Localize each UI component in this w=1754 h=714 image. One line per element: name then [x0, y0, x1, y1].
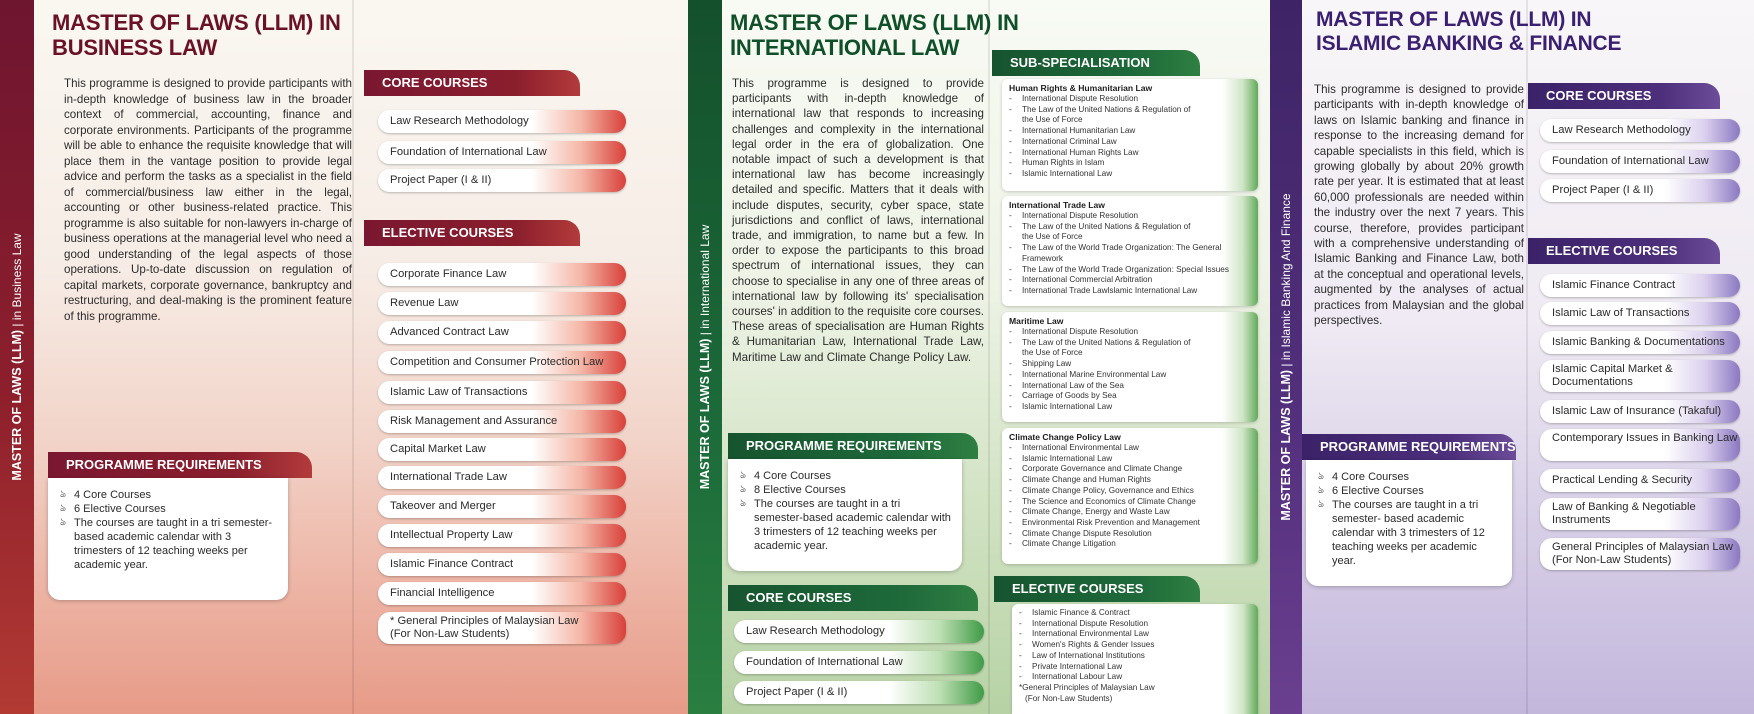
business-requirements-card: [48, 478, 288, 600]
islamic-elective-item: Islamic Law of Transactions: [1540, 302, 1740, 325]
international-law-panel: [722, 0, 1270, 714]
international-core-item: Foundation of International Law: [734, 651, 984, 674]
islamic-core-item: Law Research Methodology: [1540, 119, 1740, 142]
requirement-item: ঌ 6 Elective Courses: [60, 503, 166, 515]
business-core-item: Law Research Methodology: [378, 110, 626, 133]
sub-item: - Climate Change, Energy and Waste Law: [1009, 507, 1170, 517]
sub-item: - Shipping Law: [1009, 359, 1072, 369]
sub-item: - The Law of the United Nations & Regulation of: [1009, 104, 1191, 114]
elective-note: *General Principles of Malaysian Law: [1019, 682, 1155, 692]
elective-item: - Islamic Finance & Contract: [1019, 608, 1130, 617]
islamic-elective-item: Contemporary Issues in Banking Law: [1540, 429, 1740, 461]
sub-item: - International Human Rights Law: [1009, 147, 1139, 157]
islamic-elective-item: Practical Lending & Security: [1540, 469, 1740, 492]
sub-specialisation-human-rights: Human Rights & Humanitarian Law - International Dispute Resolution - The Law of the United Nations & Regulation of the Use of Force - International Humanitarian Law - International Criminal Law - International Human Rights Law - Human Rights in Islam - Islamic International Law: [1002, 79, 1258, 191]
requirement-item: ঌ 6 Elective Courses: [1318, 485, 1424, 497]
elective-item: - Women's Rights & Gender Issues: [1019, 640, 1155, 650]
international-core-item: Project Paper (I & II): [734, 681, 984, 704]
sub-item: - Carriage of Goods by Sea: [1009, 391, 1117, 401]
elective-item: - Law of International Institutions: [1019, 650, 1145, 660]
sub-item: - The Law of the World Trade Organization: Special Issues: [1009, 264, 1229, 274]
international-description: This programme is designed to provide participants with in-depth knowledge of international law that responds to increasing challenges and complexity in the international legal order in the era of globalization. One notable impact of such a development is that international law has become increasingly detailed and specific. Matters that it deals with include disputes, security, cyber space, state jurisdictions and conflict of laws, international trade, and immigration, to name but a few. In order to expose the participants to this broad spectrum of international issues, they can choose to specialise in any one of three areas of international law by following its' specialisation courses' in addition to the requisite core courses. These areas of specialisation are Human Rights & Humanitarian Law, International Trade Law, Maritime Law and Climate Change Policy Law.: [732, 77, 984, 364]
international-elective-heading: ELECTIVE COURSES: [994, 576, 1200, 602]
international-core-heading: CORE COURSES: [728, 585, 978, 611]
sub-item: - The Law of the United Nations & Regulation of: [1009, 221, 1191, 231]
fold-line: [988, 0, 990, 714]
islamic-elective-item: General Principles of Malaysian Law (For Non-Law Students): [1540, 538, 1740, 570]
sub-specialisation-heading: SUB-SPECIALISATION: [992, 50, 1200, 76]
sub-item: - The Law of the United Nations & Regulation of: [1009, 337, 1191, 347]
sub-item: - International Humanitarian Law: [1009, 126, 1136, 136]
business-elective-item: Islamic Law of Transactions: [378, 381, 626, 404]
islamic-elective-heading: ELECTIVE COURSES: [1528, 238, 1720, 264]
elective-note: (For Non-Law Students): [1025, 693, 1113, 703]
requirement-item: ঌ The courses are taught in a tri semester-based academic calendar with 3 trimesters of 12 teaching weeks per academic year.: [60, 517, 273, 571]
business-requirements-heading: PROGRAMME REQUIREMENTS: [48, 452, 312, 478]
sub-item: - Islamic International Law: [1009, 401, 1113, 411]
islamic-elective-item: Islamic Finance Contract: [1540, 274, 1740, 297]
sub-item: - The Law of the World Trade Organization: The General: [1009, 243, 1222, 253]
business-elective-item: * General Principles of Malaysian Law (For Non-Law Students): [378, 612, 626, 644]
islamic-core-item: Project Paper (I & II): [1540, 179, 1740, 202]
sub-item: - Corporate Governance and Climate Change: [1009, 464, 1183, 474]
business-title: MASTER OF LAWS (LLM) IN BUSINESS LAW: [52, 10, 341, 61]
business-elective-item: Advanced Contract Law: [378, 321, 626, 344]
fold-line: [352, 0, 354, 714]
sub-item: - Climate Change and Human Rights: [1009, 475, 1151, 485]
sub-item: Framework: [1022, 253, 1063, 263]
islamic-requirements-heading: PROGRAMME REQUIREMENTS: [1302, 434, 1516, 460]
elective-item: - International Environmental Law: [1019, 629, 1149, 639]
sub-specialisation-maritime-law: Maritime Law - International Dispute Resolution - The Law of the United Nations & Regulation of the Use of Force - Shipping Law - International Marine Environmental Law - International Law of the Sea - Carriage of Goods by Sea - Islamic International Law: [1002, 312, 1258, 422]
business-elective-item: Competition and Consumer Protection Law: [378, 351, 626, 374]
international-requirements-heading: PROGRAMME REQUIREMENTS: [728, 433, 978, 459]
requirement-item: ঌ 8 Elective Courses: [740, 484, 846, 496]
business-elective-heading: ELECTIVE COURSES: [364, 220, 580, 246]
sub-item: - International Commercial Arbitration: [1009, 275, 1153, 285]
requirement-item: ঌ 4 Core Courses: [1318, 471, 1410, 483]
sub-item: - International Law of the Sea: [1009, 380, 1124, 390]
sub-item: the Use of Force: [1022, 115, 1083, 125]
islamic-requirements-card: [1306, 460, 1512, 586]
sub-item: - Islamic International Law: [1009, 453, 1113, 463]
sub-item: - Islamic International Law: [1009, 168, 1113, 178]
business-law-panel: [34, 0, 688, 714]
elective-item: - International Labour Law: [1019, 672, 1123, 682]
business-elective-item: International Trade Law: [378, 466, 626, 489]
islamic-core-item: Foundation of International Law: [1540, 150, 1740, 173]
business-elective-item: Revenue Law: [378, 292, 626, 315]
requirement-item: ঌ The courses are taught in a tri semester-based academic calendar with 3 trimesters of 12 teaching weeks per academic year.: [740, 498, 951, 552]
sub-item: - Climate Change Litigation: [1009, 539, 1116, 549]
requirement-item: ঌ The courses are taught in a tri semester- based academic calendar with 3 trimesters of 12 teaching weeks per academic year.: [1318, 499, 1485, 567]
business-elective-item: Capital Market Law: [378, 438, 626, 461]
islamic-description: This programme is designed to provide participants with in-depth knowledge of laws on Islamic banking and finance in response to the increasing demand for capable specialists in this field, which is growing globally by about 20% growth rate per year. It is estimated that at least 60,000 professionals are needed within the industry over the next 7 years. This course, therefore, provides participant with a comprehensive understanding of Islamic Banking and Finance Law, both at the conceptual and operational levels, augmented by the analyses of actual practices from Malaysian and the global perspectives.: [1314, 83, 1524, 328]
international-spine: MASTER OF LAWS (LLM) | in International Law: [688, 0, 722, 714]
islamic-elective-item: Islamic Banking & Documentations: [1540, 331, 1740, 354]
international-core-item: Law Research Methodology: [734, 620, 984, 643]
business-elective-item: Financial Intelligence: [378, 582, 626, 605]
sub-item: the Use of Force: [1022, 348, 1083, 358]
requirement-item: ঌ 4 Core Courses: [60, 489, 152, 501]
international-requirements-card: [728, 459, 962, 571]
sub-item: - Climate Change Dispute Resolution: [1009, 528, 1152, 538]
sub-item: the Use of Force: [1022, 232, 1083, 242]
islamic-elective-item: Islamic Law of Insurance (Takaful): [1540, 400, 1740, 423]
islamic-spine: MASTER OF LAWS (LLM) | in Islamic Banking And Finance: [1270, 0, 1302, 714]
sub-item: - International Trade Lawlslamic International Law: [1009, 285, 1198, 295]
business-core-heading: CORE COURSES: [364, 70, 580, 96]
sub-specialisation-trade-law: International Trade Law - International Dispute Resolution - The Law of the United Nations & Regulation of the Use of Force - The Law of the World Trade Organization: The General Framework - The Law of the World Trade Organization: Special Issues - International Commercial Arbitration - International Trade Lawlslamic International Law: [1002, 196, 1258, 306]
business-description: This programme is designed to provide participants with in-depth knowledge of business law in the broader context of commercial, accounting, finance and corporate environments. Participants of the programme will be able to enhance the requisite knowledge that will place them in the vantage position to provide legal advice and perform the tasks as a specialist in the field of commercial/business law either in the legal, accounting or other business-related practice. This programme is also suitable for non-lawyers in-charge of business operations at the managerial level who need a good understanding of the legal aspects of those operations. Up-to-date discussion on regulation of capital markets, corporate governance, bankruptcy and restructuring, and deal-making is the prominent feature of this programme.: [64, 77, 352, 323]
business-core-item: Project Paper (I & II): [378, 169, 626, 192]
islamic-elective-item: Law of Banking & Negotiable Instruments: [1540, 498, 1740, 530]
sub-item: - Environmental Risk Prevention and Management: [1009, 517, 1200, 527]
business-elective-item: Corporate Finance Law: [378, 263, 626, 286]
business-elective-item: Intellectual Property Law: [378, 524, 626, 547]
sub-item: - International Criminal Law: [1009, 136, 1117, 146]
sub-item: - The Science and Economics of Climate Change: [1009, 496, 1196, 506]
elective-item: - Private International Law: [1019, 661, 1123, 671]
business-spine: MASTER OF LAWS (LLM) | in Business Law: [0, 0, 34, 714]
business-elective-item: Takeover and Merger: [378, 495, 626, 518]
sub-item: - International Dispute Resolution: [1009, 211, 1139, 220]
islamic-title: MASTER OF LAWS (LLM) IN ISLAMIC BANKING & FINANCE: [1316, 8, 1622, 56]
sub-item: - International Environmental Law: [1009, 443, 1139, 452]
sub-specialisation-climate-change: Climate Change Policy Law - International Environmental Law - Islamic International Law - Corporate Governance and Climate Change - Climate Change and Human Rights - Climate Change Policy, Governance and Ethics - The Science and Economics of Climate Change - Climate Change, Energy and Waste Law - Environmental Risk Prevention and Management - Climate Change Dispute Resolution - Climate Change Litigation: [1002, 428, 1258, 564]
islamic-banking-panel: [1302, 0, 1754, 714]
business-elective-item: Risk Management and Assurance: [378, 410, 626, 433]
business-core-item: Foundation of International Law: [378, 141, 626, 164]
international-elective-list: [1012, 604, 1258, 714]
islamic-elective-item: Islamic Capital Market & Documentations: [1540, 360, 1740, 392]
sub-item: - Climate Change Policy, Governance and Ethics: [1009, 485, 1194, 495]
sub-item: - International Dispute Resolution: [1009, 94, 1139, 103]
sub-item: - International Marine Environmental Law: [1009, 369, 1167, 379]
sub-item: - International Dispute Resolution: [1009, 327, 1139, 336]
sub-item: - Human Rights in Islam: [1009, 158, 1105, 168]
requirement-item: ঌ 4 Core Courses: [740, 470, 832, 482]
elective-item: - International Dispute Resolution: [1019, 618, 1149, 628]
islamic-core-heading: CORE COURSES: [1528, 83, 1720, 109]
business-elective-item: Islamic Finance Contract: [378, 553, 626, 576]
international-title: MASTER OF LAWS (LLM) IN INTERNATIONAL LAW: [730, 10, 1019, 61]
